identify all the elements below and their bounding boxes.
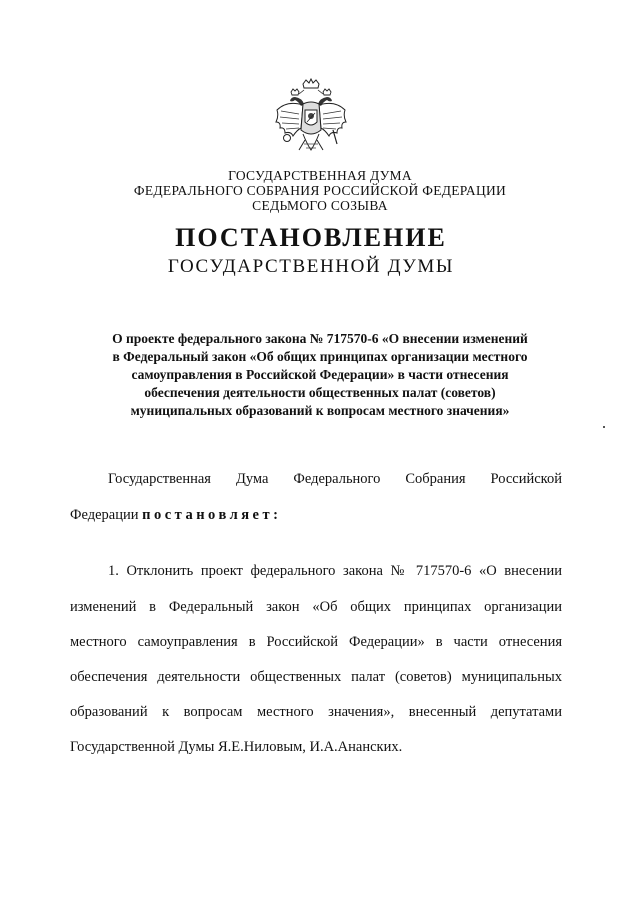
preamble-line-1 — [108, 470, 562, 488]
preamble-federation: Федерации — [70, 507, 143, 523]
subject-line-3: самоуправления в Российской Федерации» в части отнесения — [131, 367, 509, 382]
header-convocation: СЕДЬМОГО СОЗЫВА — [252, 198, 388, 213]
subject-line-5: муниципальных образований к вопросам местного значения» — [130, 403, 510, 418]
preamble-word: Собрания — [405, 471, 466, 487]
item1-line-4: обеспечения деятельности общественных палат (советов) муниципальных — [70, 669, 562, 685]
item1-line-2: изменений в Федеральный закон «Об общих принципах организации — [70, 599, 562, 615]
item1-line-1: 1. Отклонить проект федерального закона № 717570-6 «О внесении — [108, 563, 562, 579]
preamble-word: Государственная — [108, 471, 211, 487]
preamble-word: Российской — [490, 471, 562, 487]
header-federal-assembly: ФЕДЕРАЛЬНОГО СОБРАНИЯ РОССИЙСКОЙ ФЕДЕРАЦИИ — [133, 183, 507, 198]
preamble-line-2 — [70, 506, 281, 524]
subject-line-4: обеспечения деятельности общественных палат (советов) — [144, 385, 496, 400]
preamble-word: Федерального — [293, 471, 381, 487]
item1-line-6: Государственной Думы Я.Е.Ниловым, И.А.Ананских. — [70, 739, 403, 755]
subject-line-1: О проекте федерального закона № 717570-6 «О внесении изменений — [112, 331, 528, 346]
header-duma: ГОСУДАРСТВЕННАЯ ДУМА — [228, 168, 412, 183]
preamble-word: Дума — [235, 471, 269, 487]
resolves-word: постановляет: — [142, 507, 282, 523]
document-subtitle: ГОСУДАРСТВЕННОЙ ДУМЫ — [167, 256, 455, 277]
scan-speck — [603, 426, 605, 428]
item1-line-5: образований к вопросам местного значения», внесенный депутатами — [70, 704, 562, 720]
item1-line-3: местного самоуправления в Российской Федерации» в части отнесения — [70, 634, 562, 650]
coat-of-arms-icon — [273, 78, 349, 160]
document-title: ПОСТАНОВЛЕНИЕ — [175, 223, 447, 252]
subject-line-2: в Федеральный закон «Об общих принципах организации местного — [112, 349, 528, 364]
